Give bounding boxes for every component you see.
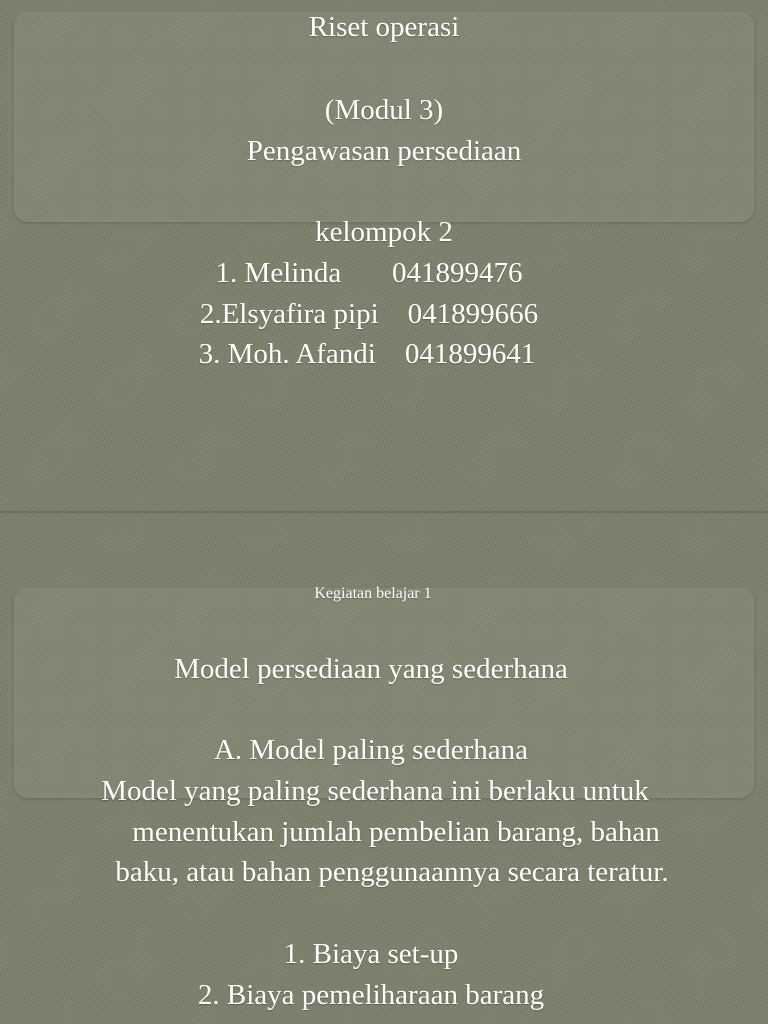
slide-title: Riset operasi: [308, 11, 460, 43]
group-label: kelompok 2: [315, 216, 453, 248]
topic-label: Pengawasan persediaan: [246, 135, 522, 167]
member-item: 2.Elsyafira pipi 041899666: [199, 298, 539, 330]
section-heading: A. Model paling sederhana: [213, 734, 529, 766]
slide-title: Model persediaan yang sederhana: [174, 653, 568, 685]
slide-2: [0, 512, 768, 1024]
list-item: 2. Biaya pemeliharaan barang: [197, 979, 545, 1011]
slide-subtitle: Kegiatan belajar 1: [314, 585, 432, 602]
paragraph-line: menentukan jumlah pembelian barang, bahan: [132, 816, 660, 848]
list-item: 1. Biaya set-up: [283, 938, 459, 970]
member-item: 1. Melinda 041899476: [215, 257, 523, 289]
paragraph-line: baku, atau bahan penggunaannya secara teratur.: [115, 856, 669, 888]
paragraph-line: Model yang paling sederhana ini berlaku untuk: [101, 775, 649, 807]
module-label: (Modul 3): [324, 94, 444, 126]
member-item: 3. Moh. Afandi 041899641: [198, 338, 536, 370]
